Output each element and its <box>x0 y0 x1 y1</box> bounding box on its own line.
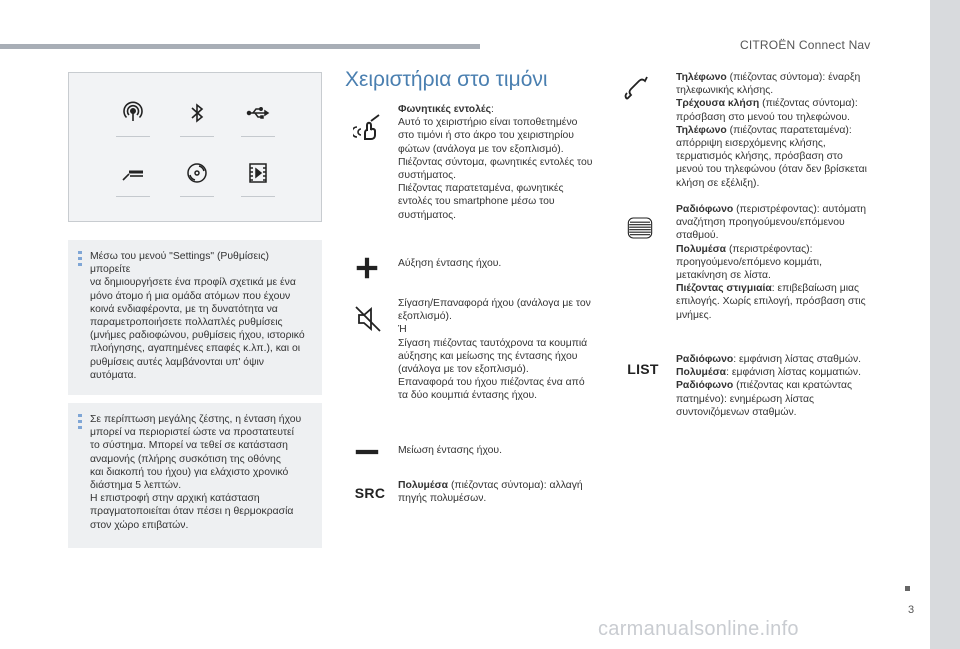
desc-text: (πιέζοντας σύντομα): έναρξη τηλεφωνικής κλήσης. <box>676 72 861 97</box>
watermark: carmanualsonline.info <box>598 618 799 640</box>
note-text: Σε περίπτωση μεγάλης ζέστης, η ένταση ήχου μπορεί να περιοριστεί ώστε να προστατευτεί το σύστημα. Μπορεί να τεθεί σε κατάσταση αναμονής (πλήρης συσκότιση της οθόνης και διακοπή του ήχου) για ελάχιστο χρονικό διάστημα 5 λεπτών. Η επιστροφή στην αρχική κατάσταση πραγματοποιείται όταν πέσει η θερμοκρασία στον χώρο επιβατών. <box>90 414 302 531</box>
term-radio: Ραδιόφωνο <box>676 354 734 365</box>
src-button-label: SRC <box>354 485 386 501</box>
minus-icon <box>353 438 381 466</box>
term-phone: Τηλέφωνο <box>676 124 727 136</box>
desc-text: (περιστρέφοντας): αυτόματη αναζήτηση προηγούμενου/επόμενου σταθμού. <box>676 204 866 242</box>
brand-name: CITROËN Connect Nav <box>740 38 871 52</box>
term-radio: Ραδιόφωνο <box>676 204 734 215</box>
header-rule <box>0 44 480 49</box>
desc-text: (πιέζοντας σύντομα): αλλαγή πηγής πολυμέσων. <box>398 480 583 505</box>
volume-down-description: Μείωση έντασης ήχου. <box>398 445 502 456</box>
desc-text: : Αυτό το χειριστήριο είναι τοποθετημένο στο τιμόνι ή στο άκρο του χειριστηρίου φώτων (ανάλογα με τον εξοπλισμό). Πιέζοντας σύντομα, φωνητικές εντολές του συστήματος. Πιέζοντας παρατεταμένα, φωνητικές εντολές του smartphone μέσω του συστήματος. <box>398 104 593 221</box>
phone-description <box>676 71 876 190</box>
term-current-call: Τρέχουσα κλήση <box>676 98 760 110</box>
thumbwheel-description <box>676 203 876 322</box>
list-description <box>676 353 876 419</box>
aux-cable-icon <box>116 161 150 197</box>
voice-command-icon <box>350 110 386 146</box>
phone-icon <box>620 72 652 104</box>
bluetooth-icon <box>180 101 214 137</box>
note-marker <box>78 414 82 432</box>
desc-text: : εμφάνιση λίστας σταθμών. <box>733 354 862 365</box>
note-marker <box>78 251 82 269</box>
term-multimedia: Πολυμέσα <box>676 367 727 379</box>
desc-text: (περιστρέφοντας): προηγούμενο/επόμενο κομμάτι, μετακίνηση σε λίστα. <box>676 243 822 282</box>
page-edge-strip <box>930 0 960 649</box>
voice-command-description <box>398 103 608 222</box>
volume-up-description: Αύξηση έντασης ήχου. <box>398 258 502 269</box>
term-phone: Τηλέφωνο <box>676 72 727 83</box>
video-icon <box>241 161 275 197</box>
desc-text: (πιέζοντας παρατεταμένα): απόρριψη εισερχόμενης κλήσης, τερματισμός κλήσης, πρόσβαση στο μενού του τηλεφώνου (όταν δεν βρίσκεται κλήση σε εξέλιξη). <box>676 124 867 189</box>
term-radio: Ραδιόφωνο <box>676 380 734 392</box>
page-marker <box>905 586 910 591</box>
desc-text: : εμφάνιση λίστας κομματιών. <box>726 367 861 379</box>
desc-text: (πιέζοντας και κρατώντας πατημένο): ενημέρωση λίστας συντονιζόμενων σταθμών. <box>676 380 852 418</box>
term-multimedia: Πολυμέσα <box>398 480 449 491</box>
usb-icon <box>241 101 275 137</box>
list-button-label: LIST <box>627 361 659 377</box>
term-multimedia: Πολυμέσα <box>676 243 727 255</box>
page-number: 3 <box>908 604 915 616</box>
plus-icon <box>353 254 381 282</box>
mute-icon <box>352 303 384 335</box>
note-profiles <box>68 240 322 395</box>
cd-icon <box>180 161 214 197</box>
desc-text: (πιέζοντας σύντομα): πρόσβαση στο μενού του τηλεφώνου. <box>676 98 858 123</box>
mute-description: Σίγαση/Επαναφορά ήχου (ανάλογα με τον εξοπλισμό). Ή Σίγαση πιέζοντας ταυτόχρονα τα κουμπιά aύξησης και μείωσης της έντασης ήχου (ανάλογα με τον εξοπλισμό). Επαναφορά του ήχου πιέζοντας ένα από τα δύο κουμπιά έντασης ήχου. <box>398 298 591 402</box>
source-icons-panel <box>68 72 322 222</box>
thumbwheel-icon <box>620 210 660 246</box>
note-text: Μέσω του μενού "Settings" (Ρυθμίσεις) μπορείτε να δημιουργήσετε ένα προφίλ σχετικά με ένα μόνο άτομο ή μια ομάδα ατόμων που έχουν κοινά ενδιαφέροντα, με τη δυνατότητα να παραμετροποιήσετε πολλαπλές ρυθμίσεις (μνήμες ραδιοφώνου, ρυθμίσεις ήχου, ιστορικό πλοήγησης, αγαπημένες επαφές κ.λπ.), και οι ρυθμίσεις αυτές λαμβάνονται υπ' όψιν αυτόματα. <box>90 251 305 381</box>
note-heat-protection <box>68 403 322 548</box>
src-description <box>398 479 608 505</box>
section-title: Χειριστήρια στο τιμόνι <box>345 68 548 91</box>
term-voice-commands: Φωνητικές εντολές <box>398 104 492 115</box>
desc-text: : επιβεβαίωση μιας επιλογής. Χωρίς επιλογή, πρόσβαση στις μνήμες. <box>676 283 866 321</box>
satellite-radio-icon <box>116 101 150 137</box>
term-short-press: Πιέζοντας στιγμιαία <box>676 283 772 295</box>
